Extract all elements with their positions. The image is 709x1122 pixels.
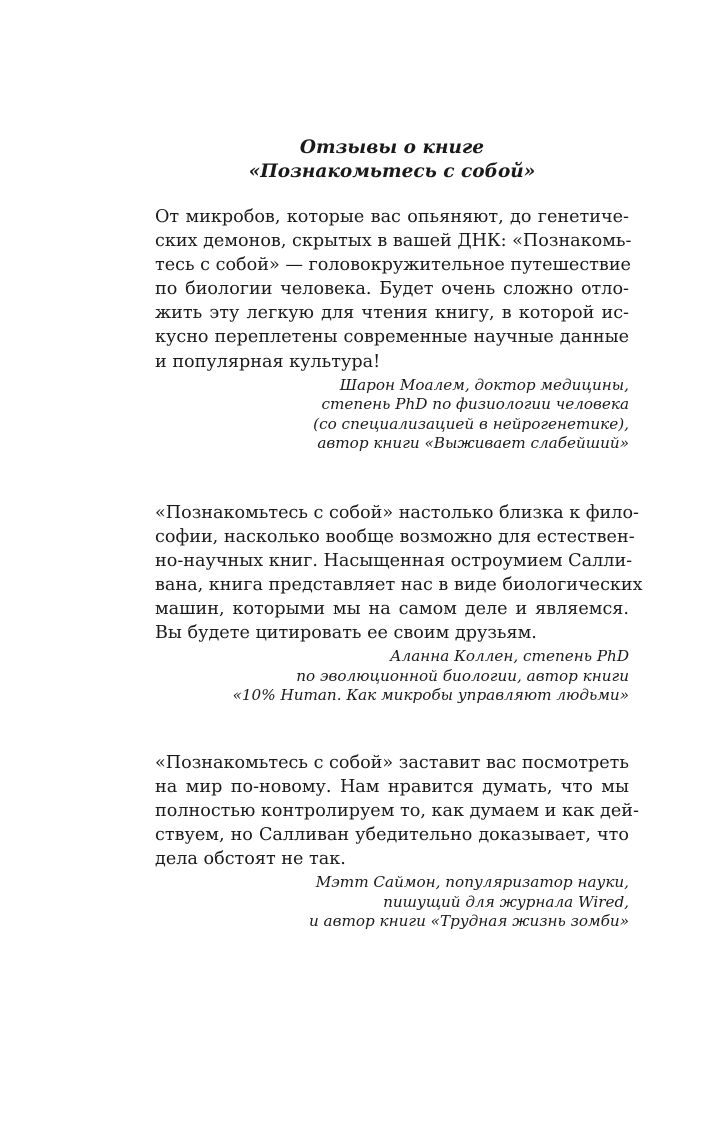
spacer — [155, 454, 629, 501]
review-2-line-2: софии, насколько вообще возможно для естествен- — [155, 526, 635, 547]
review-1-line-4: по биологии человека. Будет очень сложно отло- — [155, 279, 629, 300]
review-3-line-5: дела обстоят не так. — [155, 849, 346, 870]
review-2-text — [155, 501, 643, 646]
review-3-text — [155, 751, 639, 871]
review-3 — [155, 751, 639, 932]
page-content — [155, 136, 643, 932]
review-2 — [155, 501, 643, 706]
review-1-line-2: ских демонов, скрытых в вашей ДНК: «Познакомь- — [155, 231, 632, 252]
review-1-attribution — [155, 376, 629, 454]
review-2-attribution-line-1: Аланна Коллен, степень PhD — [390, 647, 629, 666]
review-1-attribution-line-1: Шарон Моалем, доктор медицины, — [339, 375, 629, 394]
review-1-line-6: кусно переплетены современные научные данные — [155, 327, 629, 348]
review-1-attribution-line-2: степень PhD по физиологии человека — [321, 395, 629, 414]
spacer — [155, 706, 629, 751]
review-1-line-7: и популярная культура! — [155, 351, 381, 372]
review-2-line-4: вана, книга представляет нас в виде биологических — [155, 574, 643, 595]
review-1-attribution-line-3: (со специализацией в нейрогенетике), — [313, 414, 629, 433]
review-3-attribution-line-1: Мэтт Саймон, популяризатор науки, — [315, 873, 629, 892]
review-2-line-5: машин, которыми мы на самом деле и являемся. — [155, 599, 629, 620]
review-3-line-2: на мир по-новому. Нам нравится думать, что мы — [155, 776, 629, 797]
review-3-line-1: «Познакомьтесь с собой» заставит вас посмотреть — [155, 752, 629, 773]
review-1-line-3: тесь с собой» — головокружительное путешествие — [155, 255, 631, 276]
review-1 — [155, 205, 632, 454]
review-3-attribution-line-3: и автор книги «Трудная жизнь зомби» — [308, 912, 629, 931]
review-3-attribution-line-2: пишущий для журнала Wired, — [383, 892, 629, 911]
review-1-line-5: жить эту легкую для чтения книгу, в которой ис- — [155, 303, 629, 324]
review-2-line-1: «Познакомьтесь с собой» настолько близка к фило- — [155, 502, 639, 523]
review-3-line-4: ствуем, но Салливан убедительно доказывает, что — [155, 825, 629, 845]
review-3-attribution — [155, 873, 629, 932]
page-title — [155, 136, 629, 184]
review-1-text — [155, 205, 632, 374]
review-3-line-3: полностью контролируем то, как думаем и как дей- — [155, 800, 639, 821]
review-2-attribution — [155, 647, 629, 706]
review-2-line-6: Вы будете цитировать ее своим друзьям. — [155, 623, 537, 644]
review-2-line-3: но-научных книг. Насыщенная остроумием Салли- — [155, 550, 633, 571]
review-1-attribution-line-4: автор книги «Выживает слабейший» — [317, 434, 629, 453]
review-1-line-1: От микробов, которые вас опьяняют, до генетиче- — [155, 207, 629, 227]
title-line-1: Отзывы о книге — [299, 137, 485, 158]
review-2-attribution-line-2: по эволюционной биологии, автор книги — [296, 666, 629, 685]
review-2-attribution-line-3: «10% Human. Как микробы управляют людьми» — [232, 686, 629, 705]
title-line-2: «Познакомьтесь с собой» — [248, 161, 536, 182]
